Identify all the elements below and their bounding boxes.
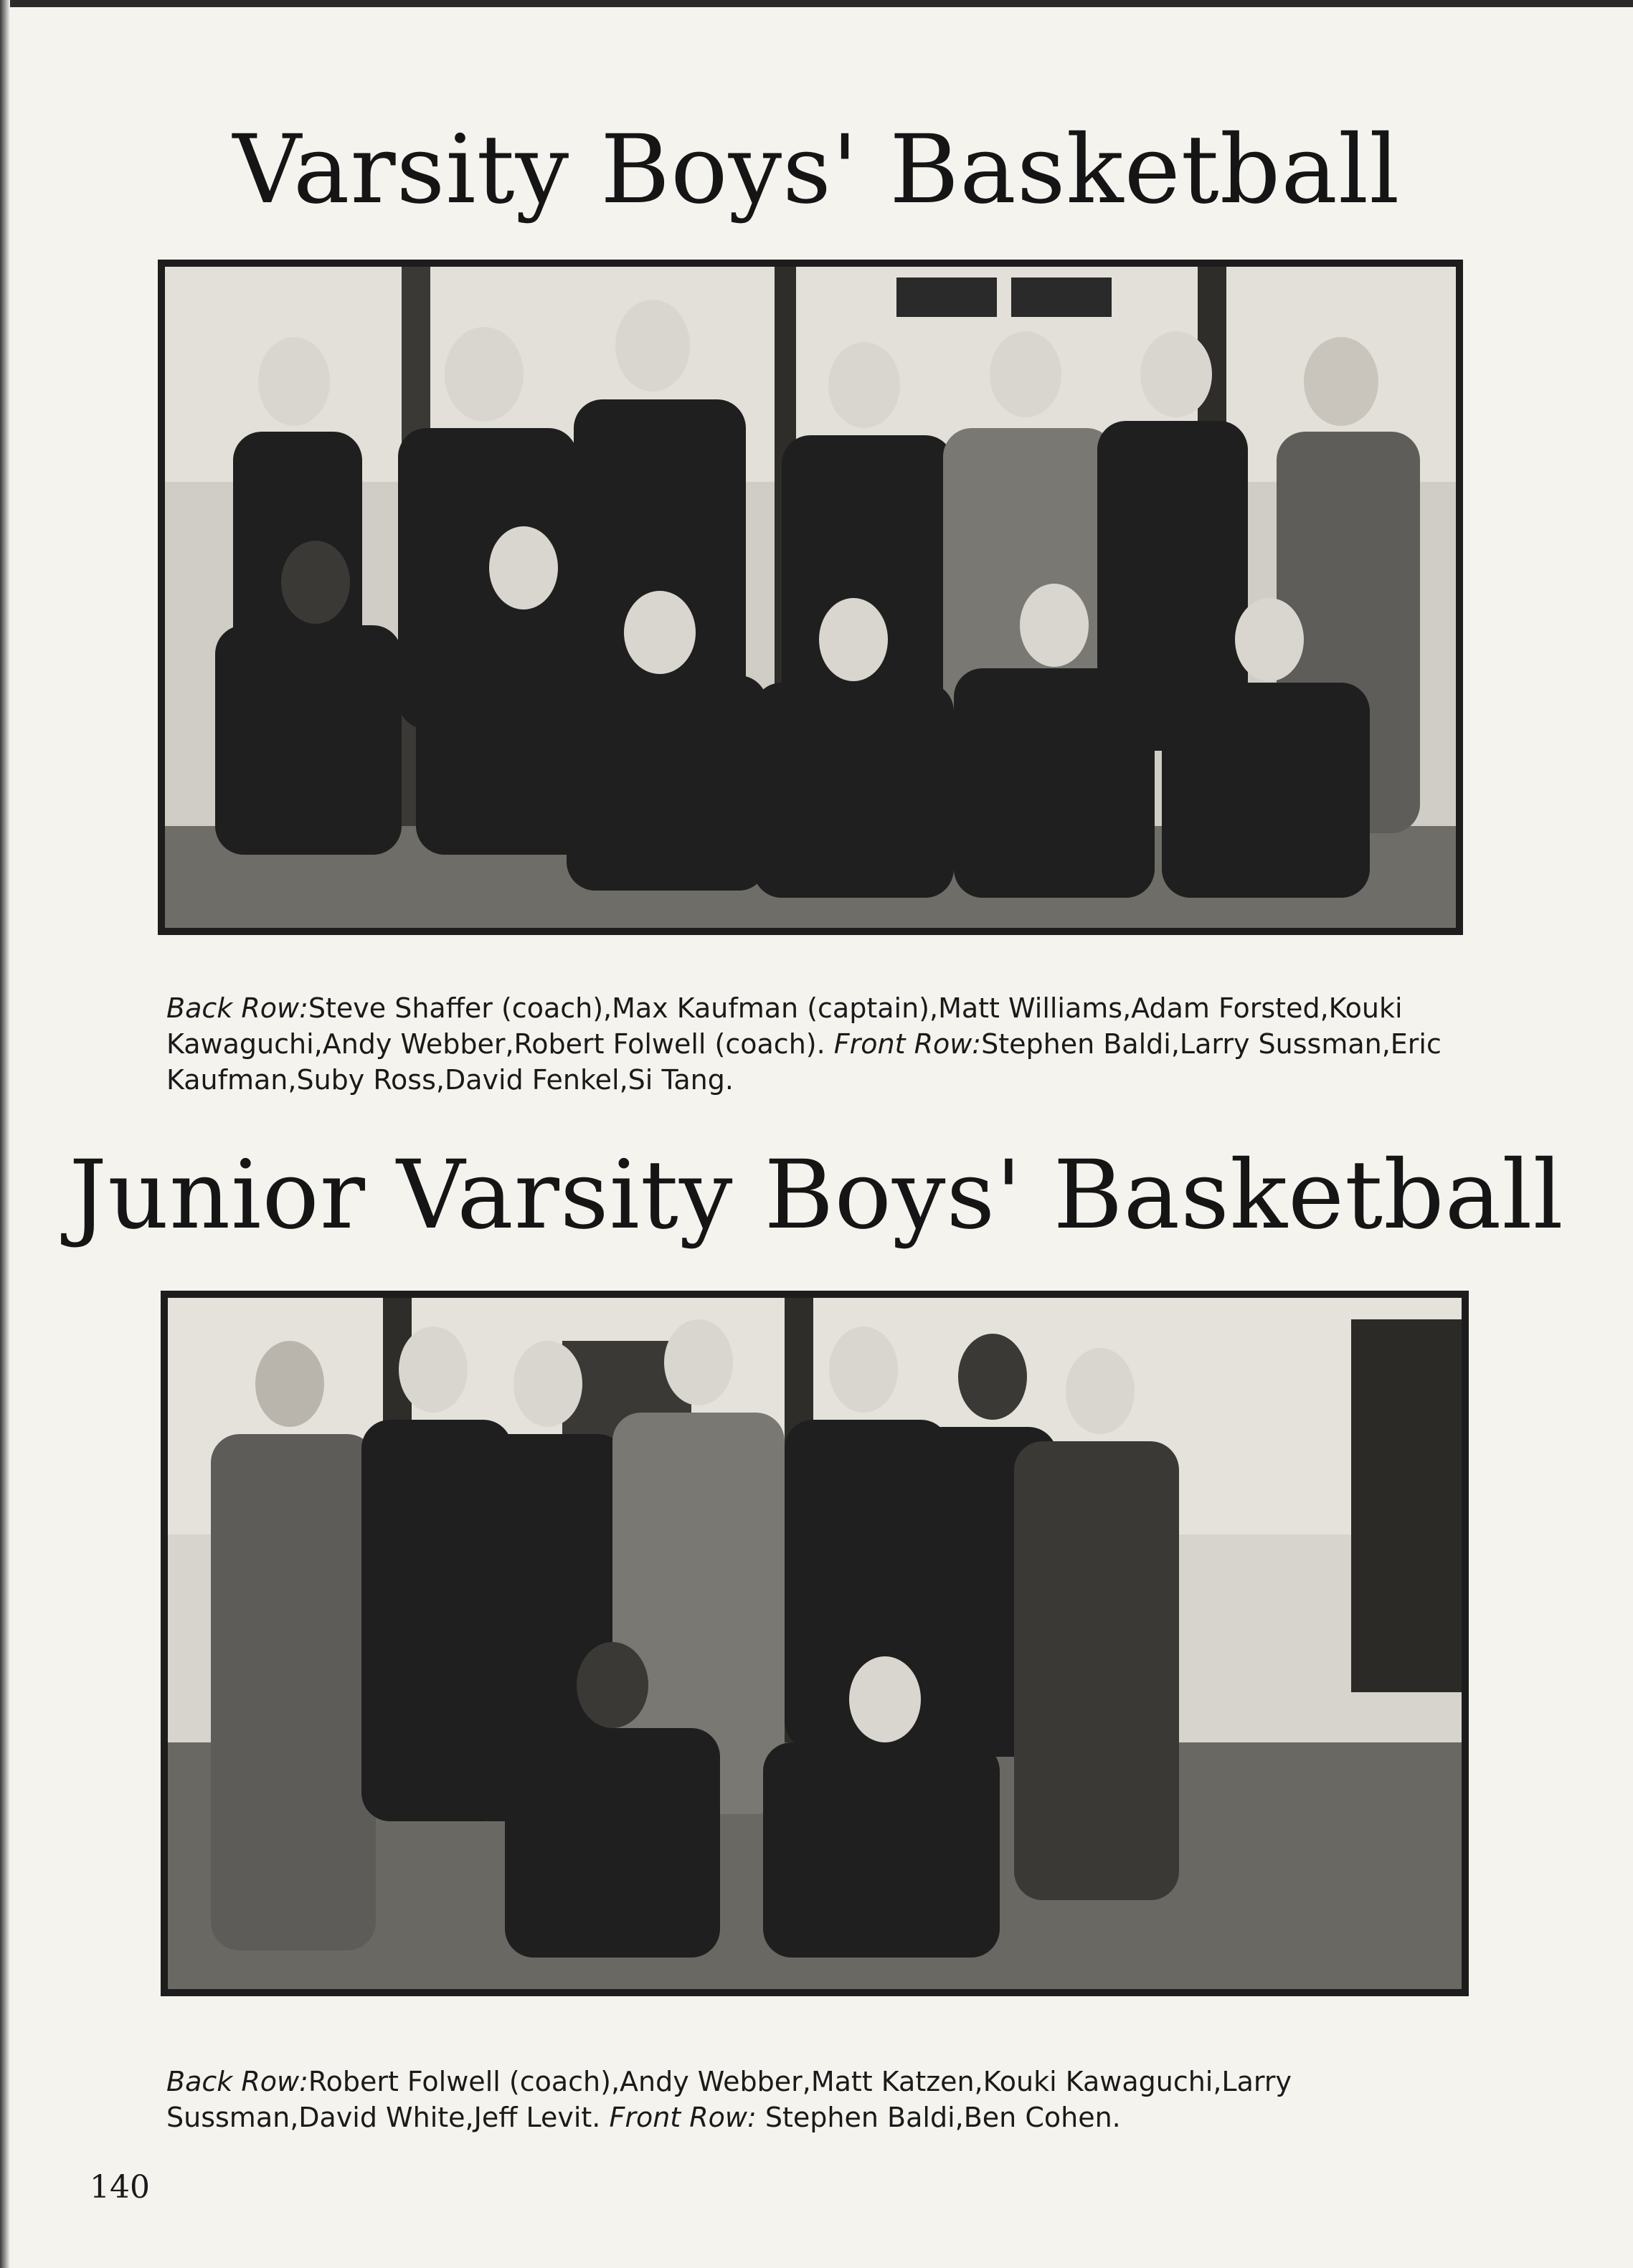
jv-caption (166, 2064, 1486, 2135)
top-border (0, 0, 1633, 7)
varsity-title: Varsity Boys' Basketball (232, 115, 1401, 225)
varsity-caption (166, 990, 1486, 1098)
jv-front-row-names: Stephen Baldi,Ben Cohen. (765, 2102, 1121, 2133)
jv-back-row-names: Robert Folwell (coach),Andy Webber,Matt Katzen,Kouki Kawaguchi,Larry Sussman,David White,Jeff Levit. (166, 2066, 1292, 2133)
jv-team-photo (161, 1291, 1469, 1996)
page-number: 140 (90, 2169, 150, 2206)
page-edge-shadow (0, 0, 10, 2268)
varsity-front-row-label: Front Row: (833, 1028, 982, 1060)
varsity-front-row-names: Stephen Baldi,Larry Sussman,Eric Kaufman,Suby Ross,David Fenkel,Si Tang. (166, 1028, 1442, 1096)
varsity-team-photo (158, 260, 1463, 935)
jv-title: Junior Varsity Boys' Basketball (69, 1140, 1564, 1251)
jv-photo-image (168, 1298, 1462, 1989)
jv-back-row-label: Back Row: (166, 2066, 308, 2097)
varsity-back-row-names: Steve Shaffer (coach),Max Kaufman (captain),Matt Williams,Adam Forsted,Kouki Kawaguchi,Andy Webber,Robert Folwell (coach). (166, 992, 1403, 1060)
varsity-back-row-label: Back Row: (166, 992, 308, 1024)
varsity-photo-image (165, 267, 1456, 928)
jv-front-row-label: Front Row: (609, 2102, 757, 2133)
